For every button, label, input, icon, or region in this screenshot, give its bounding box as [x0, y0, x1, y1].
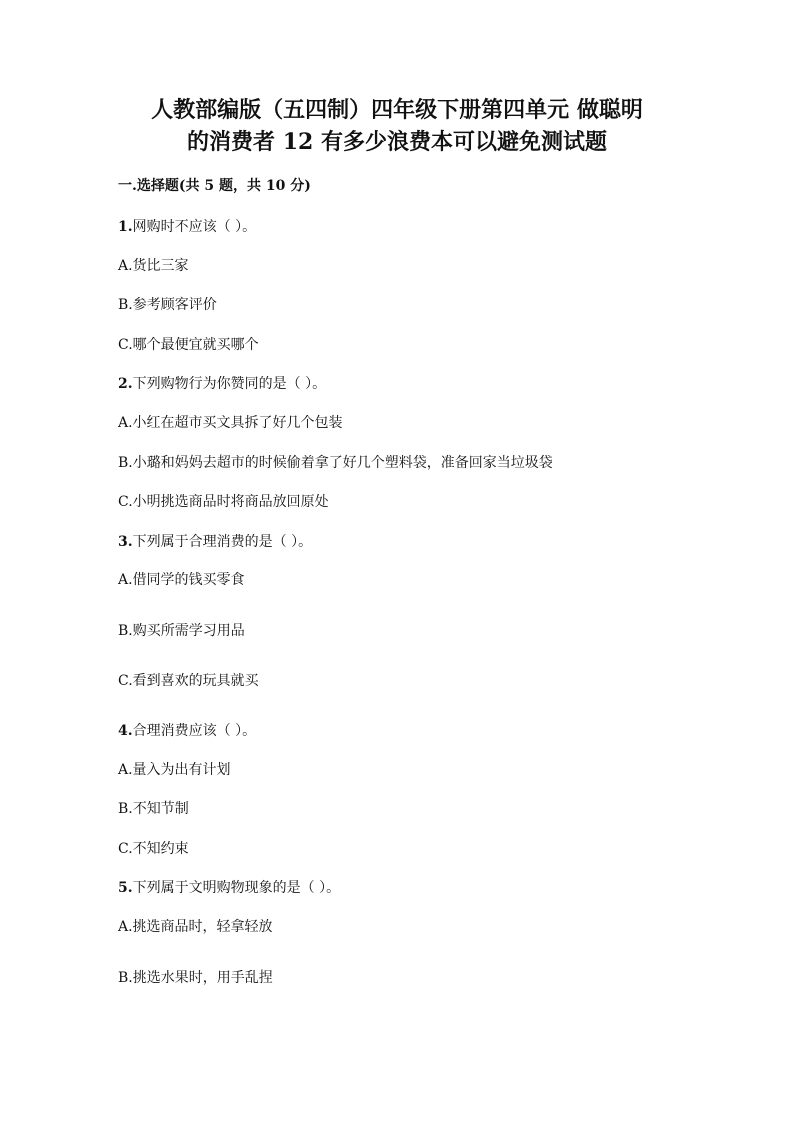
document-title — [100, 94, 694, 158]
question-3-option-c: C.看到喜欢的玩具就买 — [118, 673, 259, 689]
question-2-option-b: B.小璐和妈妈去超市的时候偷着拿了好几个塑料袋，准备回家当垃圾袋 — [118, 455, 553, 471]
question-text: 下列购物行为你赞同的是（ ）。 — [132, 376, 327, 392]
question-2-stem — [118, 374, 326, 394]
question-1-option-c: C.哪个最便宜就买哪个 — [118, 337, 259, 353]
question-5-option-b: B.挑选水果时，用手乱捏 — [118, 970, 273, 986]
question-3-stem — [118, 532, 312, 552]
question-1-option-a: A.货比三家 — [118, 258, 189, 274]
question-4-option-c: C.不知约束 — [118, 841, 189, 857]
question-4-option-b: B.不知节制 — [118, 801, 189, 817]
question-5-stem — [118, 878, 340, 898]
question-number: 2. — [118, 376, 133, 392]
question-number: 3. — [118, 534, 133, 550]
question-1-stem — [118, 217, 256, 237]
question-3-option-a: A.借同学的钱买零食 — [118, 572, 245, 588]
question-number: 4. — [118, 723, 133, 739]
section-heading: 一.选择题(共 5 题，共 10 分) — [118, 178, 311, 194]
title-line-2: 的消费者 12 有多少浪费本可以避免测试题 — [187, 129, 607, 155]
question-number: 1. — [118, 219, 133, 235]
question-text: 下列属于合理消费的是（ ）。 — [132, 534, 313, 550]
question-4-option-a: A.量入为出有计划 — [118, 762, 231, 778]
question-number: 5. — [118, 880, 133, 896]
question-text: 下列属于文明购物现象的是（ ）。 — [132, 880, 341, 896]
question-1-option-b: B.参考顾客评价 — [118, 297, 217, 313]
question-5-option-a: A.挑选商品时，轻拿轻放 — [118, 919, 273, 935]
question-text: 网购时不应该（ ）。 — [132, 219, 257, 235]
question-2-option-c: C.小明挑选商品时将商品放回原处 — [118, 494, 329, 510]
question-text: 合理消费应该（ ）。 — [132, 723, 257, 739]
question-3-option-b: B.购买所需学习用品 — [118, 623, 245, 639]
question-2-option-a: A.小红在超市买文具拆了好几个包装 — [118, 415, 343, 431]
question-4-stem — [118, 721, 256, 741]
title-line-1: 人教部编版（五四制）四年级下册第四单元 做聪明 — [151, 97, 643, 123]
